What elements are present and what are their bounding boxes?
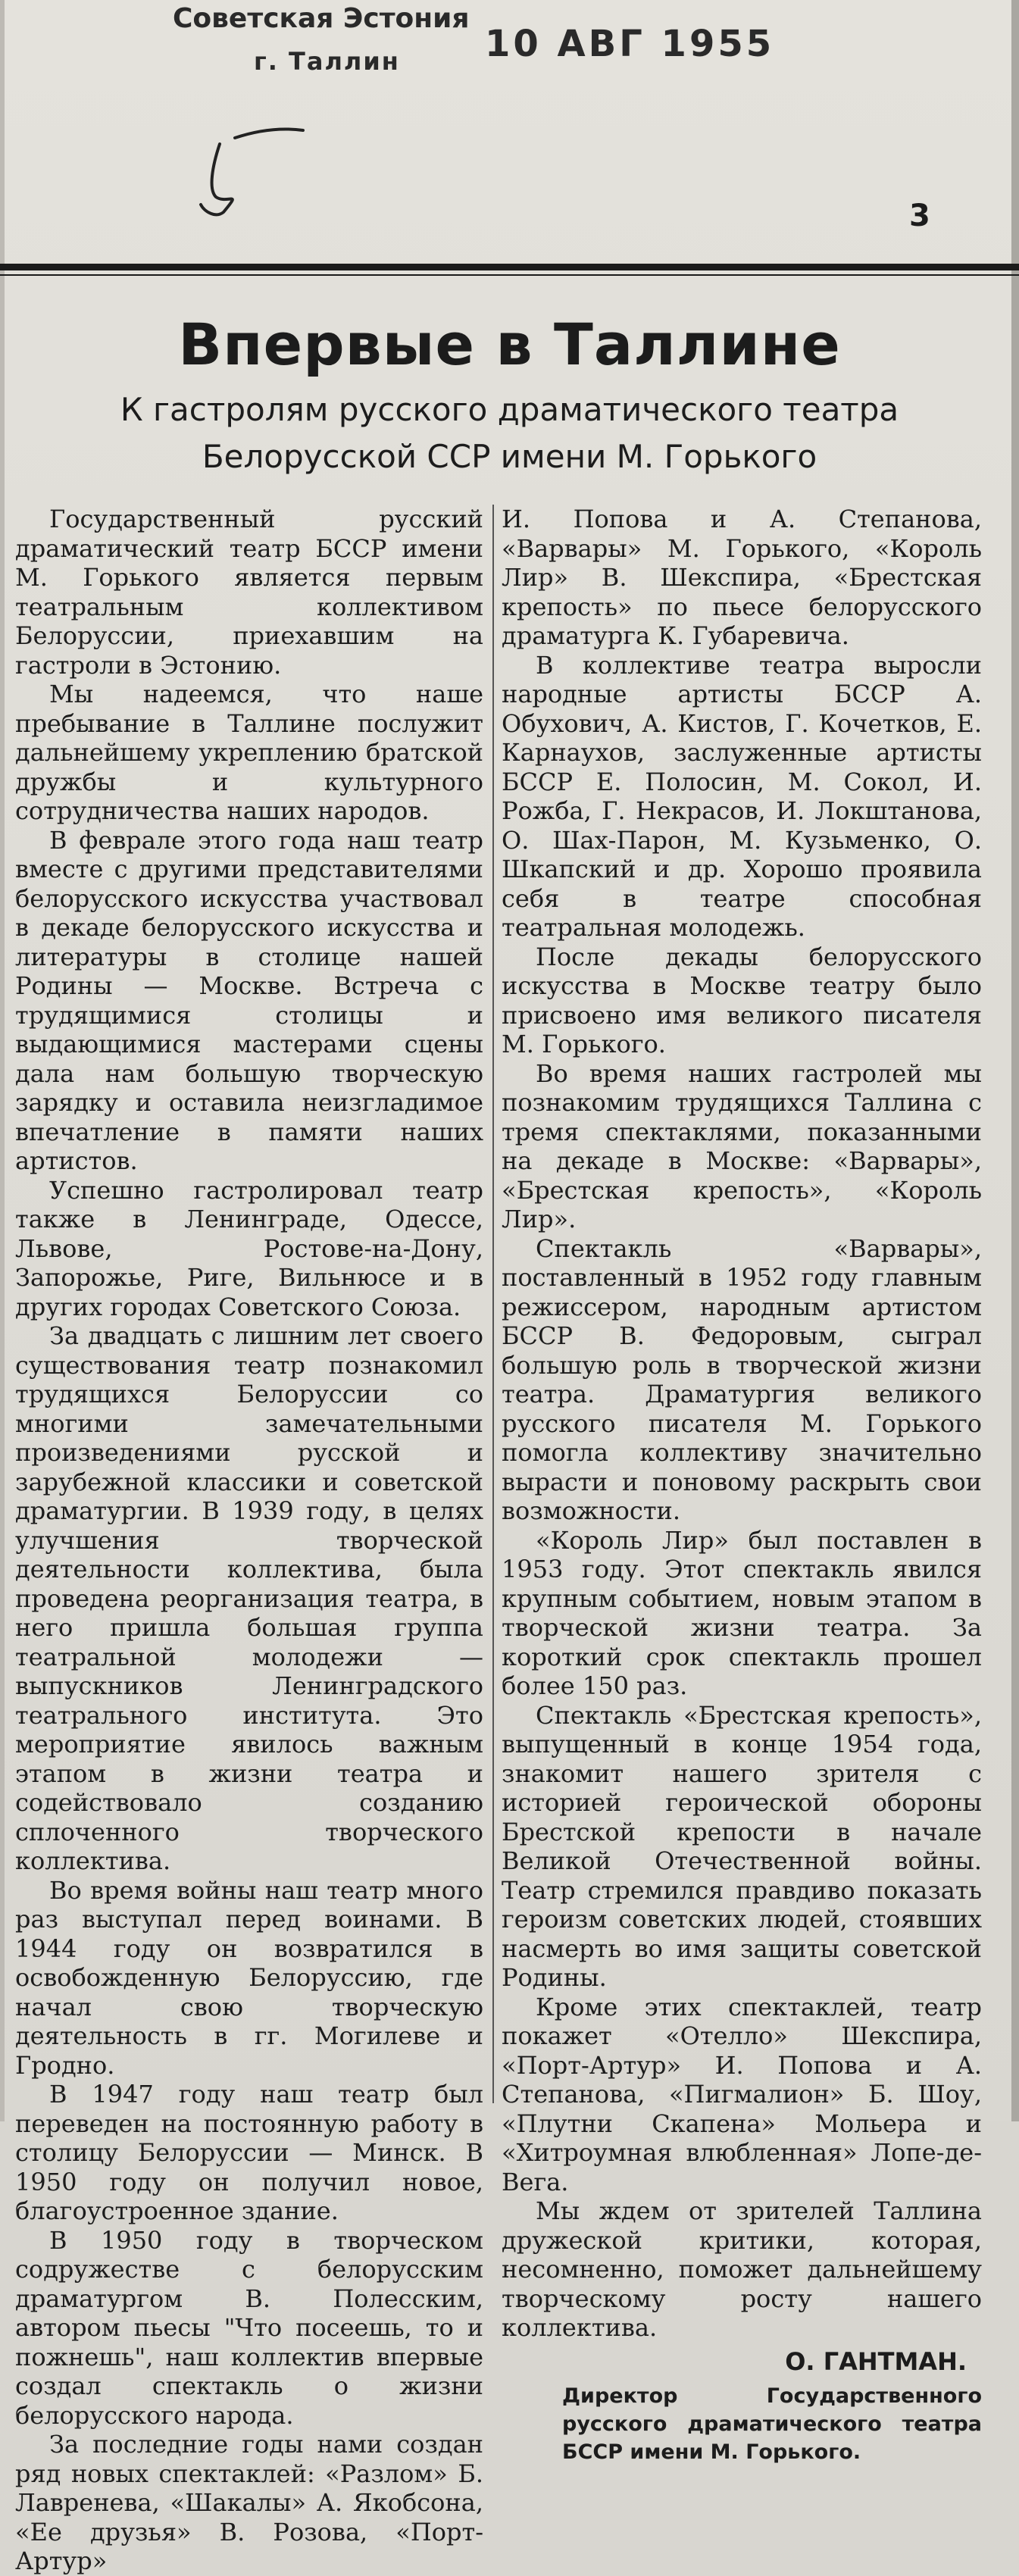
article-paragraph: В феврале этого года наш театр вместе с другими представителями белорусского искусства участвовал в декаде белорусского искусства и литературы в столице нашей Родины — Москве. Встреча с трудящимися столицы и выдающимися мастерами сцены дала нам большую творческую зарядку и оставила неизгладимое впечатление в памяти наших артистов. xyxy=(15,825,483,1175)
article-headline: Впервые в Таллине xyxy=(178,311,841,378)
article-paragraph: После декады белорусского искусства в Москве театру было присвоено имя великого писателя М. Горького. xyxy=(502,942,982,1058)
article-paragraph: В коллективе театра выросли народные артисты БССР А. Обухович, А. Кистов, Г. Кочетков, Е. Карнаухов, заслуженные артисты БССР Е. Полосин, М. Сокол, И. Рожба, Г. Некрасов, И. Локштанова, О. Шах-Парон, М. Кузьменко, О. Шкапский и др. Хорошо проявила себя в театре способная театральная молодежь. xyxy=(502,650,982,942)
article-paragraph: За последние годы нами создан ряд новых спектаклей: «Разлом» Б. Лавренева, «Шакалы» А. Якобсона, «Ее друзья» В. Розова, «Порт-Артур» xyxy=(15,2430,483,2575)
article-paragraph: Мы ждем от зрителей Таллина дружеской критики, которая, несомненно, поможет дальнейшему творческому росту нашего коллектива. xyxy=(502,2196,982,2342)
page-number: 3 xyxy=(909,199,930,233)
right-column-body xyxy=(502,505,982,2343)
article-subheadline: К гастролям русского драматического театра Белорусской ССР имени М. Горького xyxy=(120,391,899,475)
stamp-city: г. Таллин xyxy=(254,47,400,76)
header-rule xyxy=(0,264,1019,270)
article-paragraph: «Король Лир» был поставлен в 1953 году. Этот спектакль явился крупным событием, новым этапом в творческой жизни театра. За короткий срок спектакль прошел более 150 раз. xyxy=(502,1525,982,1700)
stamp-date: 10 АВГ 1955 xyxy=(485,23,775,65)
stamp-newspaper-name: Советская Эстония xyxy=(173,3,470,34)
column-divider xyxy=(492,505,494,2103)
article-column-left xyxy=(15,505,483,2576)
article-column-right xyxy=(502,505,982,2466)
handwritten-mark-icon xyxy=(189,121,311,220)
article-paragraph: За двадцать с лишним лет своего существования театр познакомил трудящихся Белоруссии со многими замечательными произведениями русской и зарубежной классики и советской драматургии. В 1939 году, в целях улучшения творческой деятельности коллектива, была проведена реорганизация театра, в него пришла большая группа театральной молодежи — выпускников Ленинградского театрального института. Это мероприятие явилось важным этапом в жизни театра и содействовало созданию сплоченного творческого коллектива. xyxy=(15,1321,483,1875)
author-title: Директор Государственного русского драматического театра БССР имени М. Горького. xyxy=(562,2384,982,2464)
author-signature: О. ГАНТМАН. xyxy=(785,2346,967,2376)
article-paragraph: И. Попова и А. Степанова, «Варвары» М. Горького, «Король Лир» В. Шекспира, «Брестская крепость» по пьесе белорусского драматурга К. Губаревича. xyxy=(502,505,982,650)
article-paragraph: Спектакль «Брестская крепость», выпущенный в конце 1954 года, знакомит нашего зрителя с историей героической обороны Брестской крепости в начале Великой Отечественной войны. Театр стремился правдиво показать героизм советских людей, стоявших насмерть во имя защиты советской Родины. xyxy=(502,1700,982,1992)
article-paragraph: В 1947 году наш театр был переведен на постоянную работу в столицу Белоруссии — Минск. В 1950 году он получил новое, благоустроенное здание. xyxy=(15,2080,483,2225)
article-paragraph: Мы надеемся, что наше пребывание в Таллине послужит дальнейшему укреплению братской дружбы и культурного сотрудничества наших народов. xyxy=(15,680,483,825)
article-paragraph: Во время войны наш театр много раз выступал перед воинами. В 1944 году он возвратился в освобожденную Белоруссию, где начал свою творческую деятельность в гг. Могилеве и Гродно. xyxy=(15,1875,483,2080)
article-paragraph: Спектакль «Варвары», поставленный в 1952 году главным режиссером, народным артистом БССР В. Федоровым, сыграл большую роль в творческой жизни театра. Драматургия великого русского писателя М. Горького помогла коллективу значительно вырасти и поновому раскрыть свои возможности. xyxy=(502,1233,982,1525)
article-paragraph: Государственный русский драматический театр БССР имени М. Горького является первым театральным коллективом Белоруссии, приехавшим на гастроли в Эстонию. xyxy=(15,505,483,680)
article-paragraph: Кроме этих спектаклей, театр покажет «Отелло» Шекспира, «Порт-Артур» И. Попова и А. Степанова, «Пигмалион» Б. Шоу, «Плутни Скапена» Мольера и «Хитроумная влюбленная» Лопе-де-Вега. xyxy=(502,1992,982,2196)
article-paragraph: Успешно гастролировал театр также в Ленинграде, Одессе, Львове, Ростове-на-Дону, Запорожье, Риге, Вильнюсе и в других городах Советского Союза. xyxy=(15,1175,483,1321)
article-paragraph: Во время наших гастролей мы познакомим трудящихся Таллина с тремя спектаклями, показанными на декаде в Москве: «Варвары», «Брестская крепость», «Король Лир». xyxy=(502,1058,982,1233)
article-paragraph: В 1950 году в творческом содружестве с белорусским драматургом В. Полесским, автором пьесы "Что посеешь, то и пожнешь", наш коллектив впервые создал спектакль о жизни белорусского народа. xyxy=(15,2225,483,2430)
